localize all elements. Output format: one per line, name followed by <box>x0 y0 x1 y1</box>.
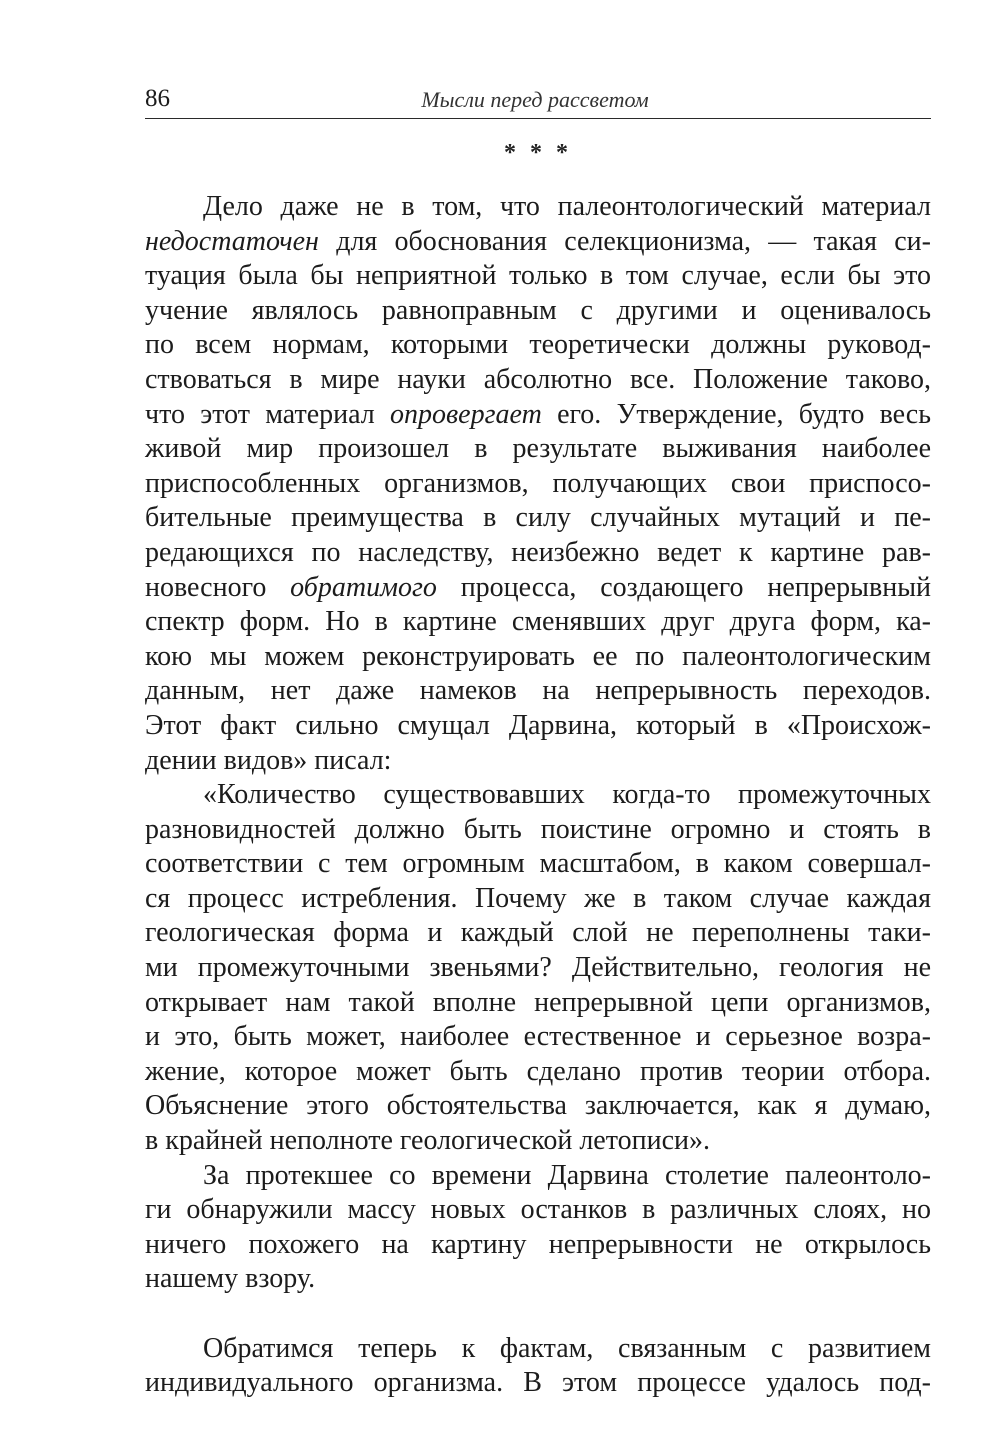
quote-line: ся процесс истребления. Почему же в таком случае каждая <box>145 882 931 914</box>
page-number: 86 <box>145 85 170 112</box>
quote-line: и это, быть может, наиболее естественное и серьезное возра- <box>145 1021 931 1053</box>
text-line: дении видов» писал: <box>145 744 392 776</box>
text-line: нашему взору. <box>145 1263 316 1295</box>
paragraph-gap <box>145 1297 931 1332</box>
text-line: ничего похожего на картину непрерывности не открылось <box>145 1228 931 1260</box>
italic-word: опровергает <box>390 398 542 430</box>
text-line <box>145 225 931 260</box>
text-line: Обратимся теперь к фактам, связанным с развитием <box>203 1332 931 1364</box>
text-fragment: новесного <box>145 571 291 603</box>
text-line: Этот факт сильно смущал Дарвина, который в «Происхож- <box>145 709 931 741</box>
text-line: За протекшее со времени Дарвина столетие палеонтоло- <box>203 1159 931 1191</box>
running-title: Мысли перед рассветом <box>421 87 649 112</box>
quote-line: Объяснение этого обстоятельства заключается, как я думаю, <box>145 1090 931 1122</box>
text-line: спектр форм. Но в картине сменявших друг друга форм, ка- <box>145 606 931 638</box>
text-line: кою мы можем реконструировать ее по палеонтологическим <box>145 640 931 672</box>
quote-line: разновидностей должно быть поистине огромно и стоять в <box>145 813 931 845</box>
text-line: Дело даже не в том, что палеонтологический материал <box>203 191 931 222</box>
italic-word: недостаточен <box>145 225 319 257</box>
text-fragment: что этот материал <box>145 398 391 430</box>
text-line: туация была бы неприятной только в том случае, если бы это <box>145 260 931 292</box>
text-line: бительные преимущества в силу случайных мутаций и пе- <box>145 502 931 534</box>
text-line: редающихся по наследству, неизбежно ведет к картине рав- <box>145 536 931 568</box>
text-line: по всем нормам, которыми теоретически должны руковод- <box>145 329 931 361</box>
page-header <box>145 78 931 119</box>
quote-line: жение, которое может быть сделано против теории отбора. <box>145 1055 931 1087</box>
quote-line: соответствии с тем огромным масштабом, в каком совершал- <box>145 848 931 880</box>
text-line: приспособленных организмов, получающих свои приспосо- <box>145 467 931 499</box>
body-text <box>145 190 931 1401</box>
section-separator: * * * <box>504 140 572 166</box>
quote-line: открывает нам такой вполне непрерывной цепи организмов, <box>145 986 931 1018</box>
quote-line: «Количество существовавших когда-то промежуточных <box>203 779 931 811</box>
text-fragment: процесса, создающего непрерывный <box>436 571 931 603</box>
text-line: живой мир произошел в результате выживания наиболее <box>145 433 931 465</box>
italic-word: обратимого <box>290 571 437 603</box>
text-line: данным, нет даже намеков на непрерывность переходов. <box>145 675 931 707</box>
text-line: учение являлось равноправным с другими и оценивалось <box>145 294 931 326</box>
quote-line: ми промежуточными звеньями? Действительно, геология не <box>145 952 931 984</box>
text-fragment: его. Утверждение, будто весь <box>541 398 931 430</box>
text-line: ствоваться в мире науки абсолютно все. Положение таково, <box>145 363 931 395</box>
text-line <box>145 398 931 433</box>
text-line: ги обнаружили массу новых останков в различных слоях, но <box>145 1194 931 1226</box>
quote-line: в крайней неполноте геологической летописи». <box>145 1125 710 1157</box>
text-fragment: для обоснования селекционизма, — такая си- <box>318 225 931 257</box>
text-line <box>145 571 931 606</box>
quote-line: геологическая форма и каждый слой не переполнены таки- <box>145 917 931 949</box>
text-line: индивидуального организма. В этом процессе удалось под- <box>145 1367 931 1399</box>
